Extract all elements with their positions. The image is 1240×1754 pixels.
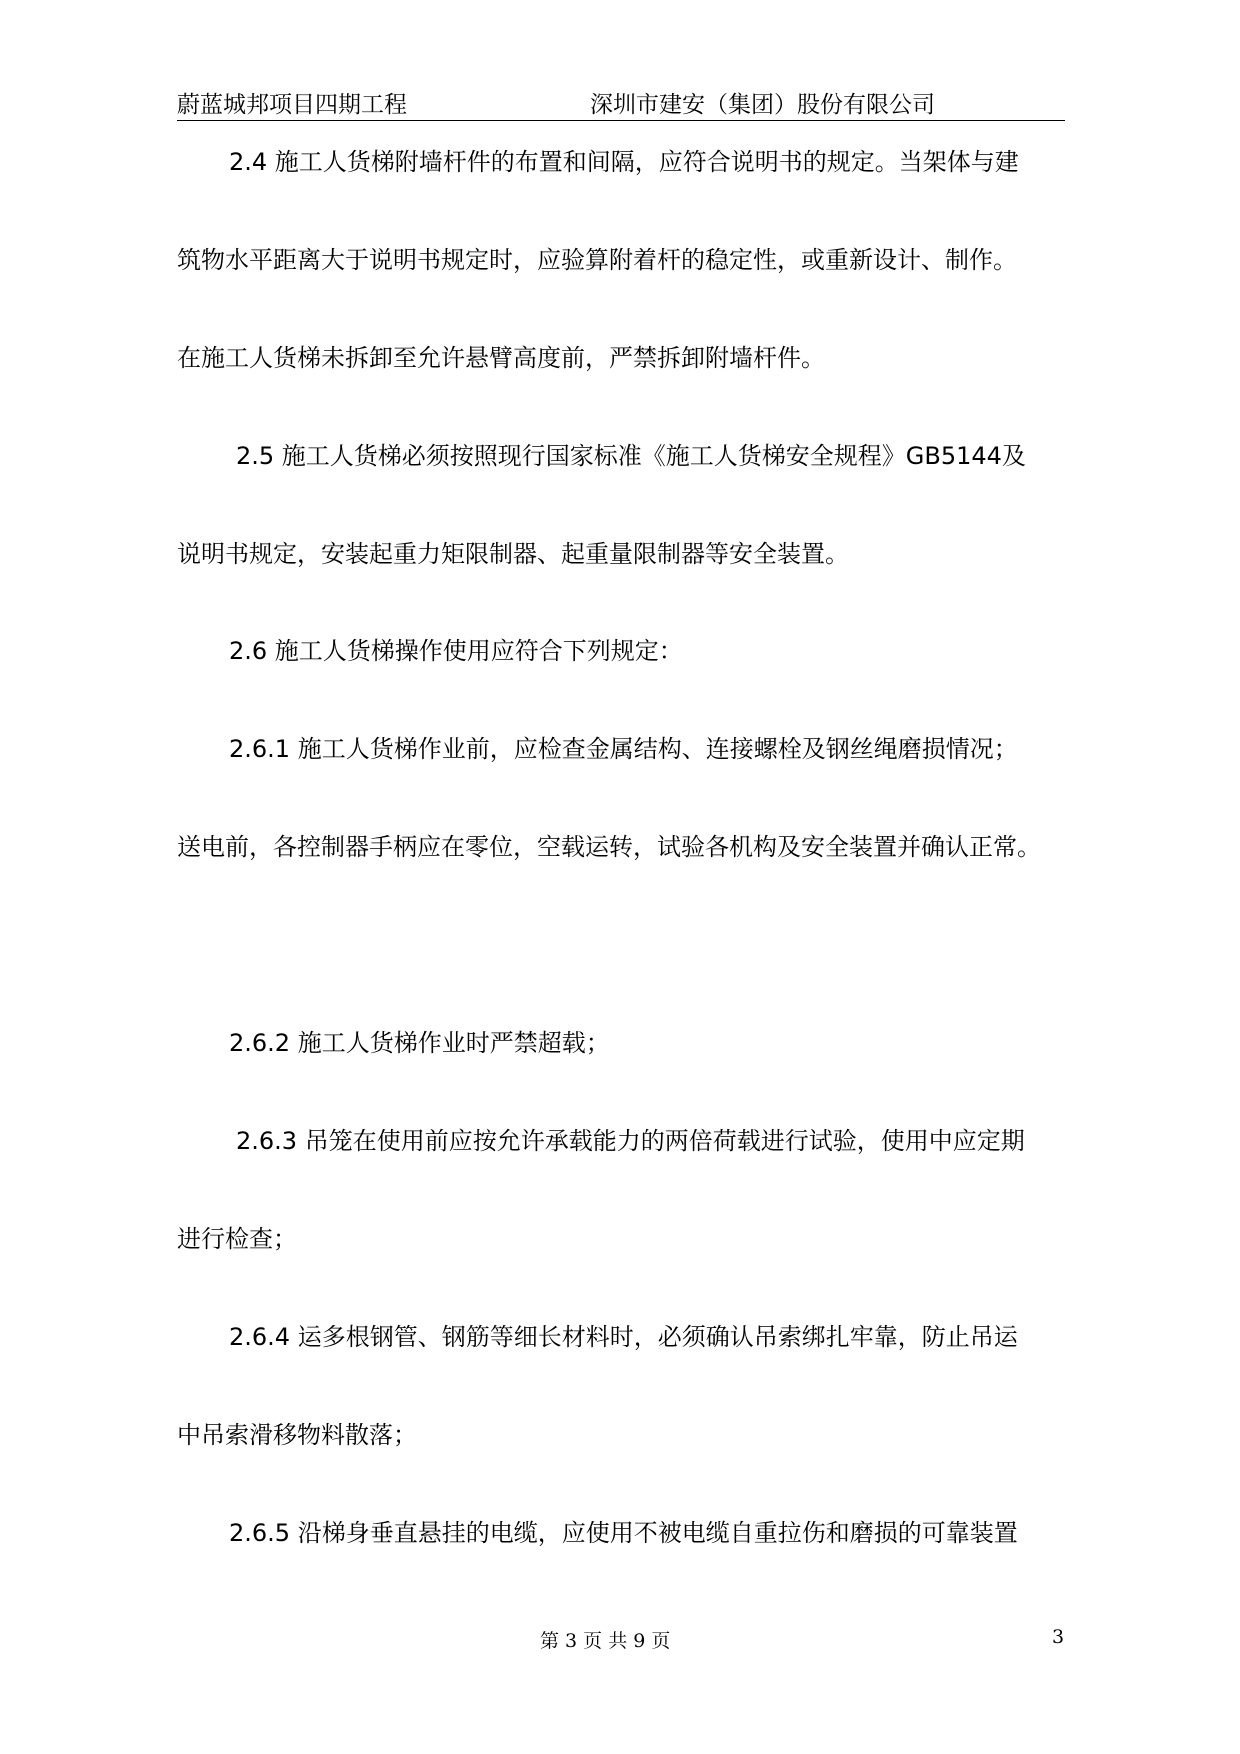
paragraph-2-6-5-line-1: 2.6.5 沿梯身垂直悬挂的电缆，应使用不被电缆自重拉伤和磨损的可靠装置 (229, 1519, 1018, 1547)
paragraph-2-4-line-3: 在施工人货梯未拆卸至允许悬臂高度前，严禁拆卸附墙杆件。 (177, 344, 825, 372)
paragraph-2-5-line-2: 说明书规定，安装起重力矩限制器、起重量限制器等安全装置。 (177, 540, 849, 568)
paragraph-2-6-2: 2.6.2 施工人货梯作业时严禁超载； (229, 1029, 610, 1057)
paragraph-2-4-line-2: 筑物水平距离大于说明书规定时，应验算附着杆的稳定性，或重新设计、制作。 (177, 246, 1017, 274)
header-project-name: 蔚蓝城邦项目四期工程 (177, 92, 407, 118)
paragraph-2-6-1-line-2: 送电前，各控制器手柄应在零位，空载运转，试验各机构及安全装置并确认正常。 (177, 833, 1041, 861)
paragraph-2-6-4-line-2: 中吊索滑移物料散落； (177, 1421, 417, 1449)
header-company-name: 深圳市建安（集团）股份有限公司 (590, 92, 935, 118)
paragraph-2-4-line-1: 2.4 施工人货梯附墙杆件的布置和间隔，应符合说明书的规定。当架体与建 (229, 148, 1019, 176)
paragraph-2-6-1-line-1: 2.6.1 施工人货梯作业前，应检查金属结构、连接螺栓及钢丝绳磨损情况； (229, 735, 1018, 763)
page-header (177, 86, 1065, 121)
paragraph-2-6-4-line-1: 2.6.4 运多根钢管、钢筋等细长材料时，必须确认吊索绑扎牢靠，防止吊运 (229, 1323, 1018, 1351)
paragraph-2-5-line-1: 2.5 施工人货梯必须按照现行国家标准《施工人货梯安全规程》GB5144及 (236, 442, 1026, 470)
paragraph-2-6-3-line-2: 进行检查； (177, 1225, 297, 1253)
footer-page-number: 3 (1052, 1626, 1065, 1648)
paragraph-2-6-heading: 2.6 施工人货梯操作使用应符合下列规定： (229, 637, 683, 665)
paragraph-2-6-3-line-1: 2.6.3 吊笼在使用前应按允许承载能力的两倍荷载进行试验，使用中应定期 (236, 1127, 1025, 1155)
footer-page-info: 第 3 页 共 9 页 (540, 1630, 671, 1652)
